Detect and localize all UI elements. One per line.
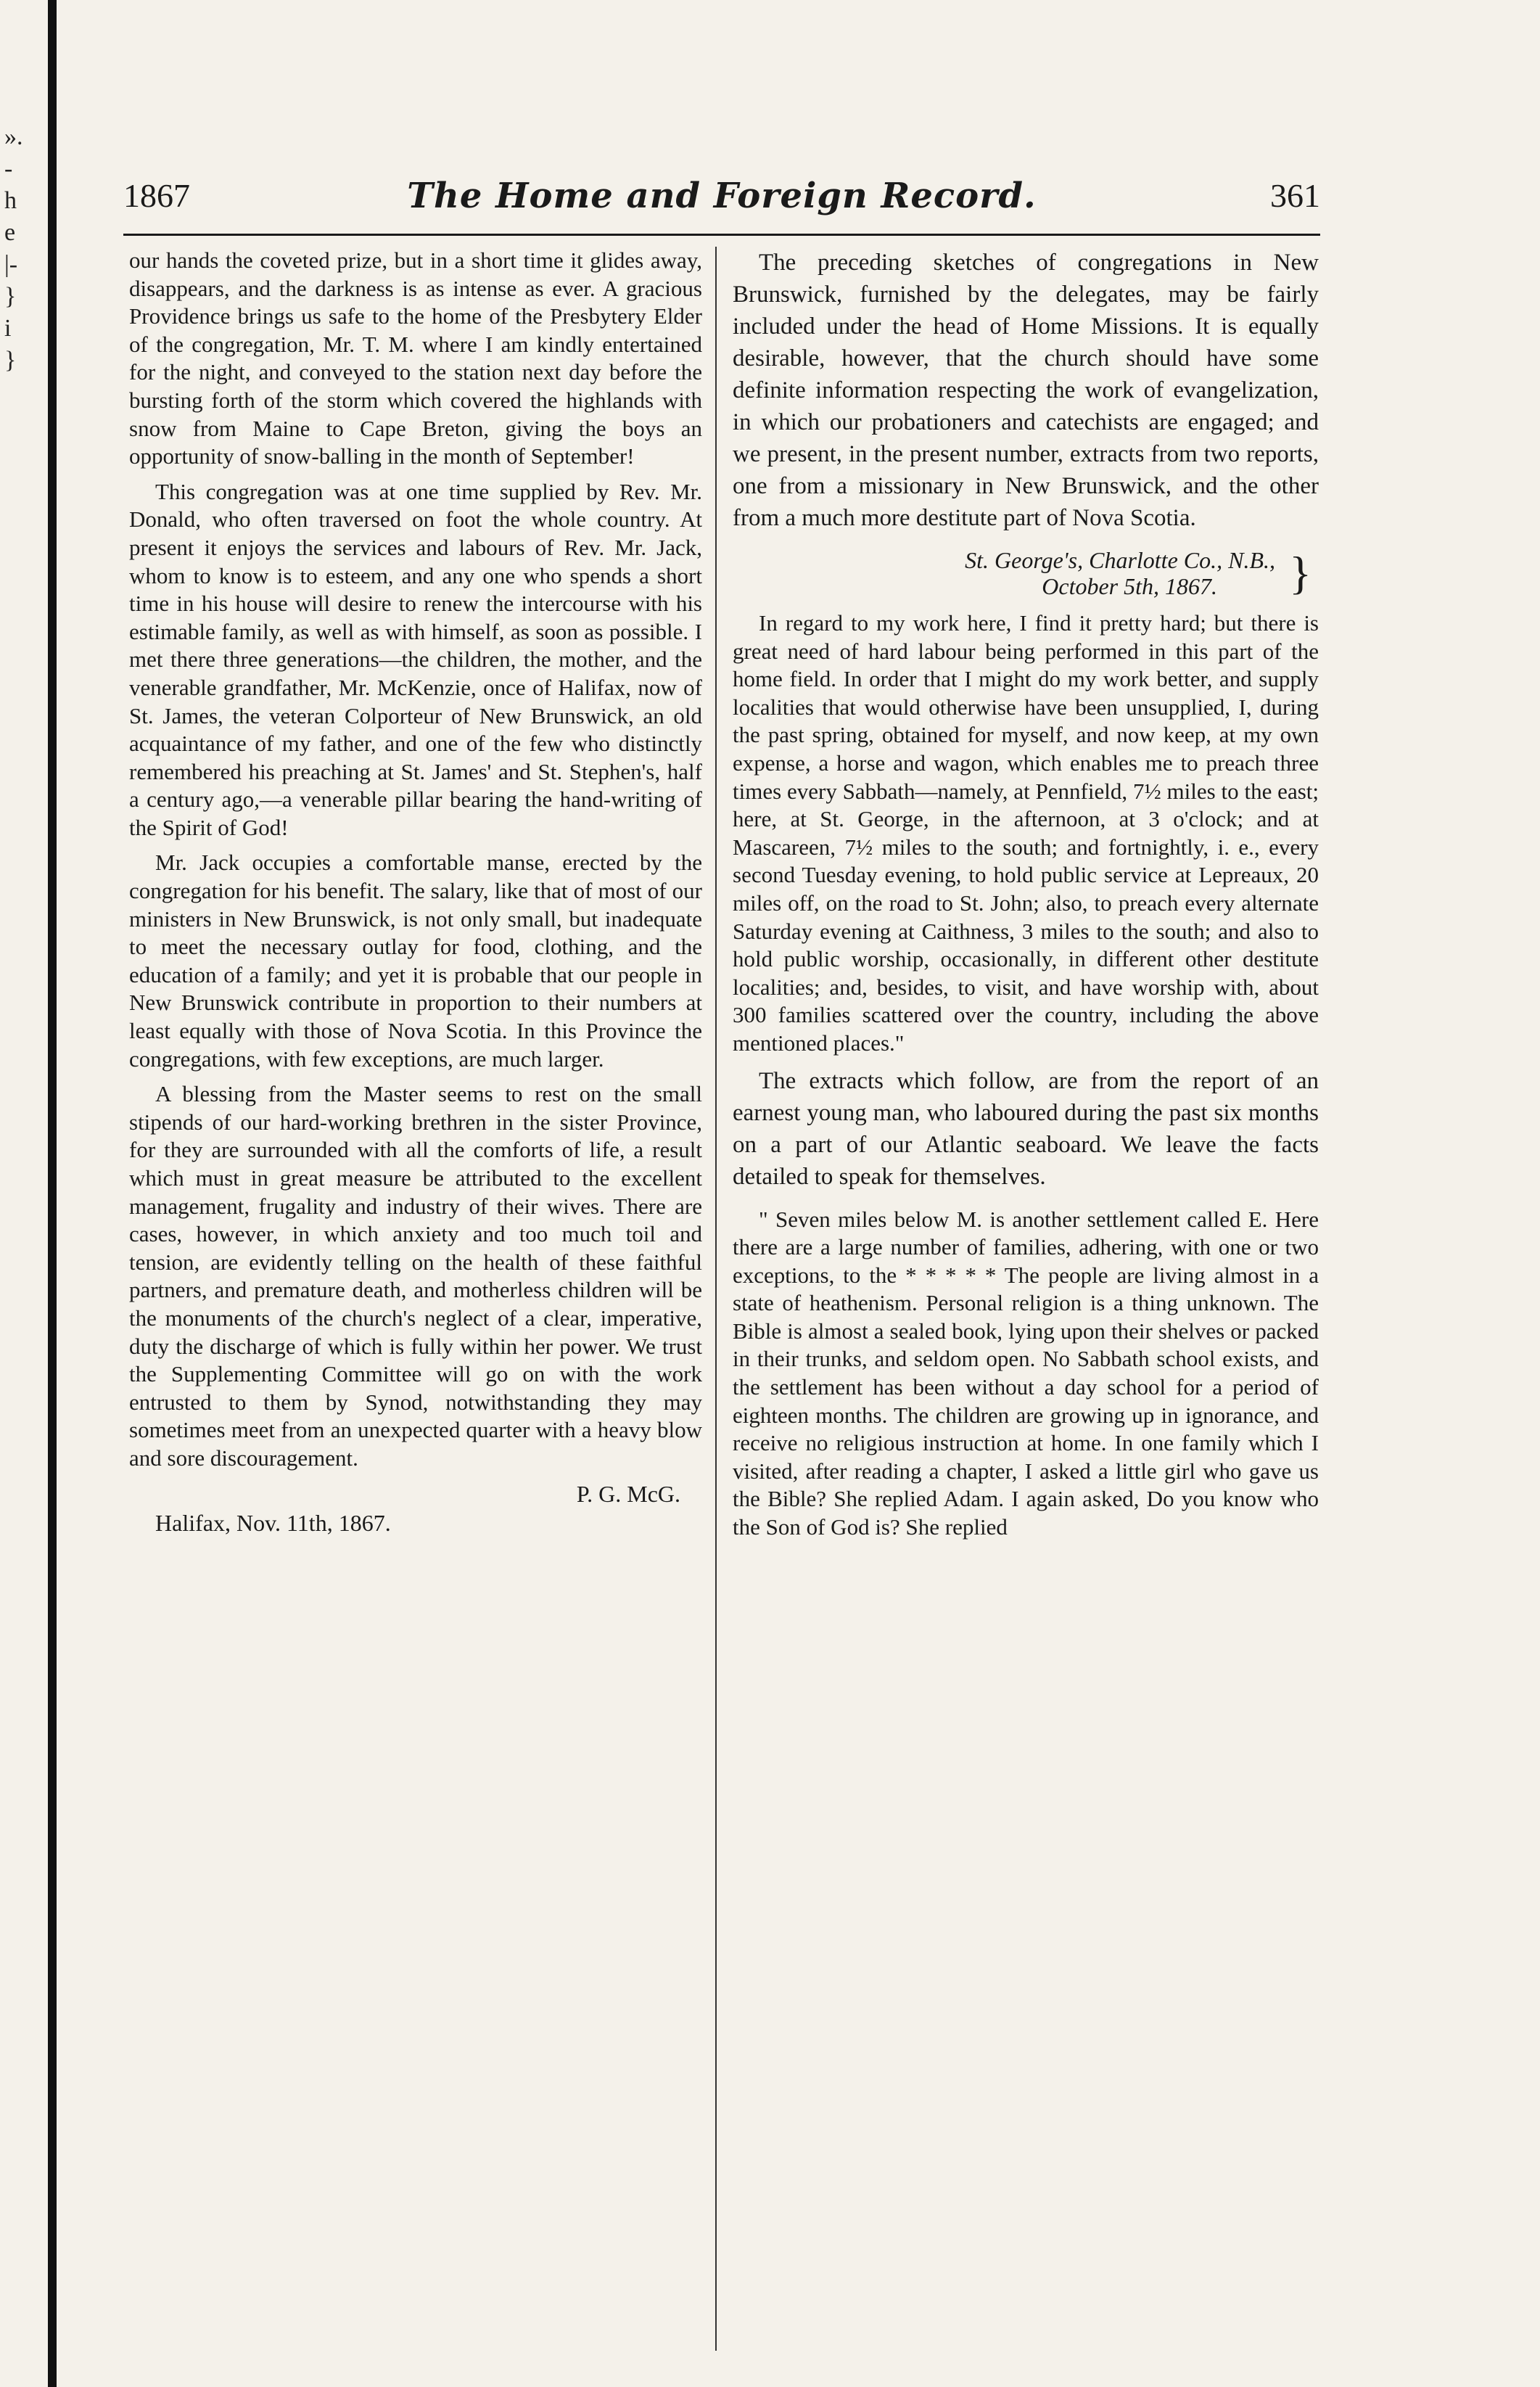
header-rule (123, 234, 1320, 236)
margin-mark: - (4, 155, 13, 182)
page-number: 361 (1270, 177, 1320, 214)
brace-glyph: } (1289, 547, 1312, 599)
paragraph: A blessing from the Master seems to rest on the small stipends of our hard-working brethren in the sister Province, for they are surrounded with all the comforts of life, a result which must in great measure be attributed to the excellent management, frugality and industry of their wives. There are cases, however, in which anxiety and too much toil and tension, are evidently telling on the health of these faithful partners, and premature death, and motherless children will be the monuments of the church's neglect of a clear, imperative, duty the discharge of which is fully within her power. We trust the Supplementing Committee will go on with the work entrusted to them by Synod, notwithstanding they may sometimes meet from an unexpected quarter with a heavy blow and sore discouragement. (129, 1081, 702, 1471)
margin-mark: h (4, 187, 17, 214)
transition-paragraph: The extracts which follow, are from the report of an earnest young man, who laboured during the past six months on a part of our Atlantic seaboard. We leave the facts detailed to speak for themselves. (733, 1067, 1319, 1190)
intro-paragraph: The preceding sketches of congregations in New Brunswick, furnished by the delegates, may be fairly included under the head of Home Missions. It is equally desirable, however, that the church should have some definite information respecting the work of evangelization, in which our probationers and catechists are engaged; and we present, in the present number, extracts from two reports, one from a missionary in New Brunswick, and the other from a much more destitute part of Nova Scotia. (733, 250, 1319, 531)
signature: P. G. McG. (576, 1480, 680, 1507)
header-year: 1867 (123, 177, 190, 214)
letter-date: October 5th, 1867. (1042, 573, 1217, 599)
margin-mark: } (4, 283, 17, 310)
extract-paragraph: " Seven miles below M. is another settlement called E. Here there are a large number of families, adhering, with one or two exceptions, to the * * * * * The people are living almost in a state of heathenism. Personal religion is a thing unknown. The Bible is almost a sealed book, lying upon their shelves or packed in their trunks, and seldom open. No Sabbath school exists, and the settlement has been without a day school for a period of eighteen months. The children are growing up in ignorance, and receive no religious instruction at home. In one family which I visited, after reading a chapter, I asked a little girl who gave us the Bible? She replied Adam. I again asked, Do you know who the Son of God is? She replied (733, 1206, 1319, 1540)
margin-mark: } (4, 347, 17, 374)
letter-heading (733, 547, 1319, 599)
left-column (129, 247, 702, 1537)
letter-body: In regard to my work here, I find it pretty hard; but there is great need of hard labour being performed in this part of the home field. In order that I might do my work better, and supply localities that would otherwise have been unsupplied, I, during the past spring, obtained for myself, and now keep, at my own expense, a horse and wagon, which enables me to preach three times every Sabbath—namely, at Pennfield, 7½ miles to the east; here, at St. George, in the afternoon, at 3 o'clock; and at Mascareen, 7½ miles to the south; and fortnightly, i. e., every second Tuesday evening, to hold public service at Lepreaux, 20 miles off, on the road to St. John; also, to preach every alternate Saturday evening at Caithness, 3 miles to the south; and also to hold public worship, occasionally, in different other destitute localities; and, besides, to visit, and have worship with, about 300 families scattered over the country, including the above mentioned places." (733, 610, 1319, 1056)
page-edge-shadow (48, 0, 57, 2387)
margin-mark: e (4, 219, 16, 246)
running-header (123, 174, 1320, 232)
header-title: The Home and Foreign Record. (407, 176, 1037, 216)
margin-mark: |- (4, 251, 18, 278)
letter-place: St. George's, Charlotte Co., N.B., (965, 547, 1275, 573)
paragraph: our hands the coveted prize, but in a short time it glides away, disappears, and the darkness is as intense as ever. A gracious Providence brings us safe to the home of the Presbytery Elder of the congregation, Mr. T. M. where I am kindly entertained for the night, and conveyed to the station next day before the bursting forth of the storm which covered the highlands with snow from Maine to Cape Breton, giving the boys an opportunity of snow-balling in the month of September! (129, 247, 702, 469)
margin-marks (4, 123, 33, 379)
right-column (733, 247, 1319, 1549)
paragraph: Mr. Jack occupies a comfortable manse, erected by the congregation for his benefit. The salary, like that of most of our ministers in New Brunswick, is not only small, but inadequate to meet the necessary outlay for food, clothing, and the education of a family; and yet it is probable that our people in New Brunswick contribute in proportion to their numbers at least equally with those of Nova Scotia. In this Province the congregations, with few exceptions, are much larger. (129, 850, 702, 1072)
dateline: Halifax, Nov. 11th, 1867. (155, 1510, 391, 1537)
paragraph: This congregation was at one time supplied by Rev. Mr. Donald, who often traversed on foot the whole country. At present it enjoys the services and labours of Rev. Mr. Jack, whom to know is to esteem, and any one who spends a short time in his house will desire to renew the intercourse with his estimable family, as well as with himself, as soon as possible. I met there three generations—the children, the mother, and the venerable grandfather, Mr. McKenzie, once of Halifax, now of St. James, the veteran Colporteur of New Brunswick, an old acquaintance of my father, and one of the few who distinctly remembered his preaching at St. James' and St. Stephen's, half a century ago,—a venerable pillar bearing the hand-writing of the Spirit of God! (129, 478, 702, 840)
margin-mark: ». (4, 123, 23, 150)
margin-mark: i (4, 315, 12, 342)
column-divider (715, 247, 717, 2351)
